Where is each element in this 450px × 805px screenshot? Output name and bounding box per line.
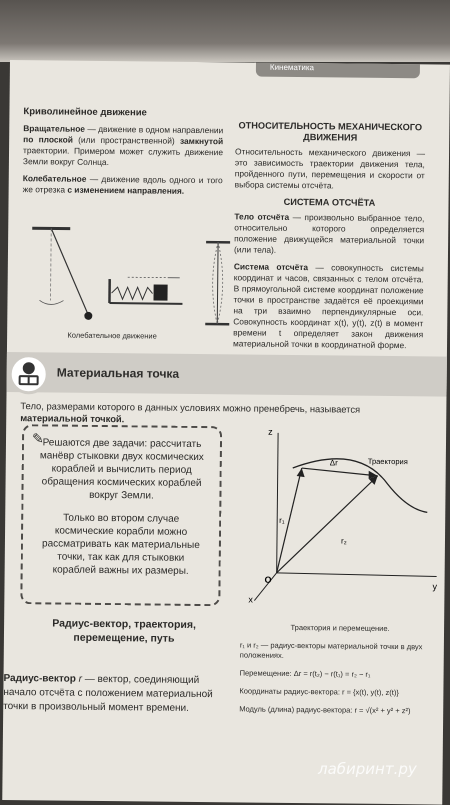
frame-title: СИСТЕМА ОТСЧЁТА xyxy=(234,196,424,209)
oscillation-bold: с изменением направления. xyxy=(67,185,184,196)
oscillation-term: Колебательное xyxy=(23,173,87,184)
rotational-text: траектории. Примером может служить движение Земли вокруг Солнца. xyxy=(23,145,223,167)
displacement-formula: Перемещение: Δr = r(t₂) − r(t₁) = r₂ − r₁ xyxy=(240,668,440,680)
oscillation-caption: Колебательное движение xyxy=(37,330,187,341)
definition-text: Тело, размерами которого в данных условиях можно пренебречь, называется xyxy=(20,400,360,415)
oscillation-illustrations xyxy=(17,220,233,332)
chapter-tab: Кинематика xyxy=(256,60,420,78)
page-top-shadow xyxy=(0,0,450,62)
definition-term: материальной точкой. xyxy=(20,412,124,424)
y-axis-label: y xyxy=(432,581,437,591)
relativity-title: ОТНОСИТЕЛЬНОСТЬ МЕХАНИЧЕСКОГО ДВИЖЕНИЯ xyxy=(235,120,425,144)
frame-paragraph xyxy=(233,261,424,351)
relativity-text: Относительность механического движения — это зависимость траектории движения тела, пройденного пути, перемещения и скорости от выбора системы отсчёта. xyxy=(235,146,425,192)
modulus-formula: Модуль (длина) радиус-вектора: r = √(x² + y² + z²) xyxy=(239,704,439,716)
r2-label: r₂ xyxy=(341,536,347,545)
example-box xyxy=(20,424,222,606)
section-band xyxy=(2,352,450,397)
trajectory-diagram xyxy=(236,422,448,614)
frame-text: — совокупность системы координат и часов, связанных с телом отсчёта. В прямоугольной системе координат положение точки в пространстве задаётся её проекциями на три взаимно перпендикулярные оси. Совокупность координат x(t), y(t), z(t) в момент времени t определяет закон движения материальной точки в координатной форме. xyxy=(233,262,424,350)
body-of-reference-paragraph xyxy=(234,211,424,257)
right-bottom-formulas xyxy=(239,622,440,724)
radius-vector-text: — вектор, соединяющий начало отсчёта с положением материальной точки в произвольный момент времени. xyxy=(3,674,213,714)
rotational-text: (или пространственной) xyxy=(73,135,180,146)
string-oscillation-icon xyxy=(205,242,230,324)
spring-oscillator-icon xyxy=(109,277,182,304)
radius-vector-title: Радиус-вектор, траектория, перемещение, путь xyxy=(24,616,224,646)
book-page xyxy=(2,60,450,805)
left-top-column xyxy=(23,106,224,203)
oscillation-text: — движение вдоль одного и того же отрезка xyxy=(23,174,223,195)
radius-vector-symbol: r xyxy=(76,674,85,685)
frame-term: Система отсчёта xyxy=(234,261,308,272)
reader-icon xyxy=(9,354,49,394)
radius-vectors-note: r₁ и r₂ — радиус-векторы материальной точки в двух положениях. xyxy=(240,640,440,662)
rotational-bold: по плоской xyxy=(23,134,73,145)
trajectory-label: Траектория xyxy=(368,457,408,466)
rotational-text: — движение в одном направлении xyxy=(85,124,223,135)
coordinates-formula: Координаты радиус-вектора: r = {x(t), y(t), z(t)} xyxy=(239,686,439,698)
z-axis-label: z xyxy=(268,427,273,437)
body-text: — произвольно выбранное тело, относительно которого определяется положение движущейся материальной точки (или тела). xyxy=(234,212,424,255)
rotational-bold: замкнутой xyxy=(180,136,223,146)
oscillation-paragraph xyxy=(23,173,223,197)
diagram-caption: Траектория и перемещение. xyxy=(240,622,440,634)
r1-label: r₁ xyxy=(279,516,285,525)
origin-label: O xyxy=(265,575,272,585)
example-para-2: Только во втором случае космические корабли можно рассматривать как материальные точки, так как для стыковки кораблей важны их размеры. xyxy=(35,511,208,578)
pencil-icon: ✎ xyxy=(32,432,44,445)
curvilinear-title: Криволинейное движение xyxy=(23,106,223,119)
example-para-1: Решаются две задачи: рассчитать манёвр стыковки двух космических кораблей и вычислить период обращения космических кораблей вокруг Земли. xyxy=(35,436,208,503)
pendulum-icon xyxy=(31,228,93,320)
dr-label: Δr xyxy=(330,458,338,467)
radius-vector-definition xyxy=(3,672,229,716)
body-term: Тело отсчёта xyxy=(234,211,289,222)
section-title: Материальная точка xyxy=(57,366,180,381)
rotational-term: Вращательное xyxy=(23,123,85,134)
rotational-paragraph xyxy=(23,123,223,169)
watermark: лабиринт.ру xyxy=(318,760,417,778)
x-axis-label: x xyxy=(248,595,253,605)
right-top-column xyxy=(233,120,425,357)
radius-vector-term: Радиус-вектор xyxy=(3,673,75,685)
